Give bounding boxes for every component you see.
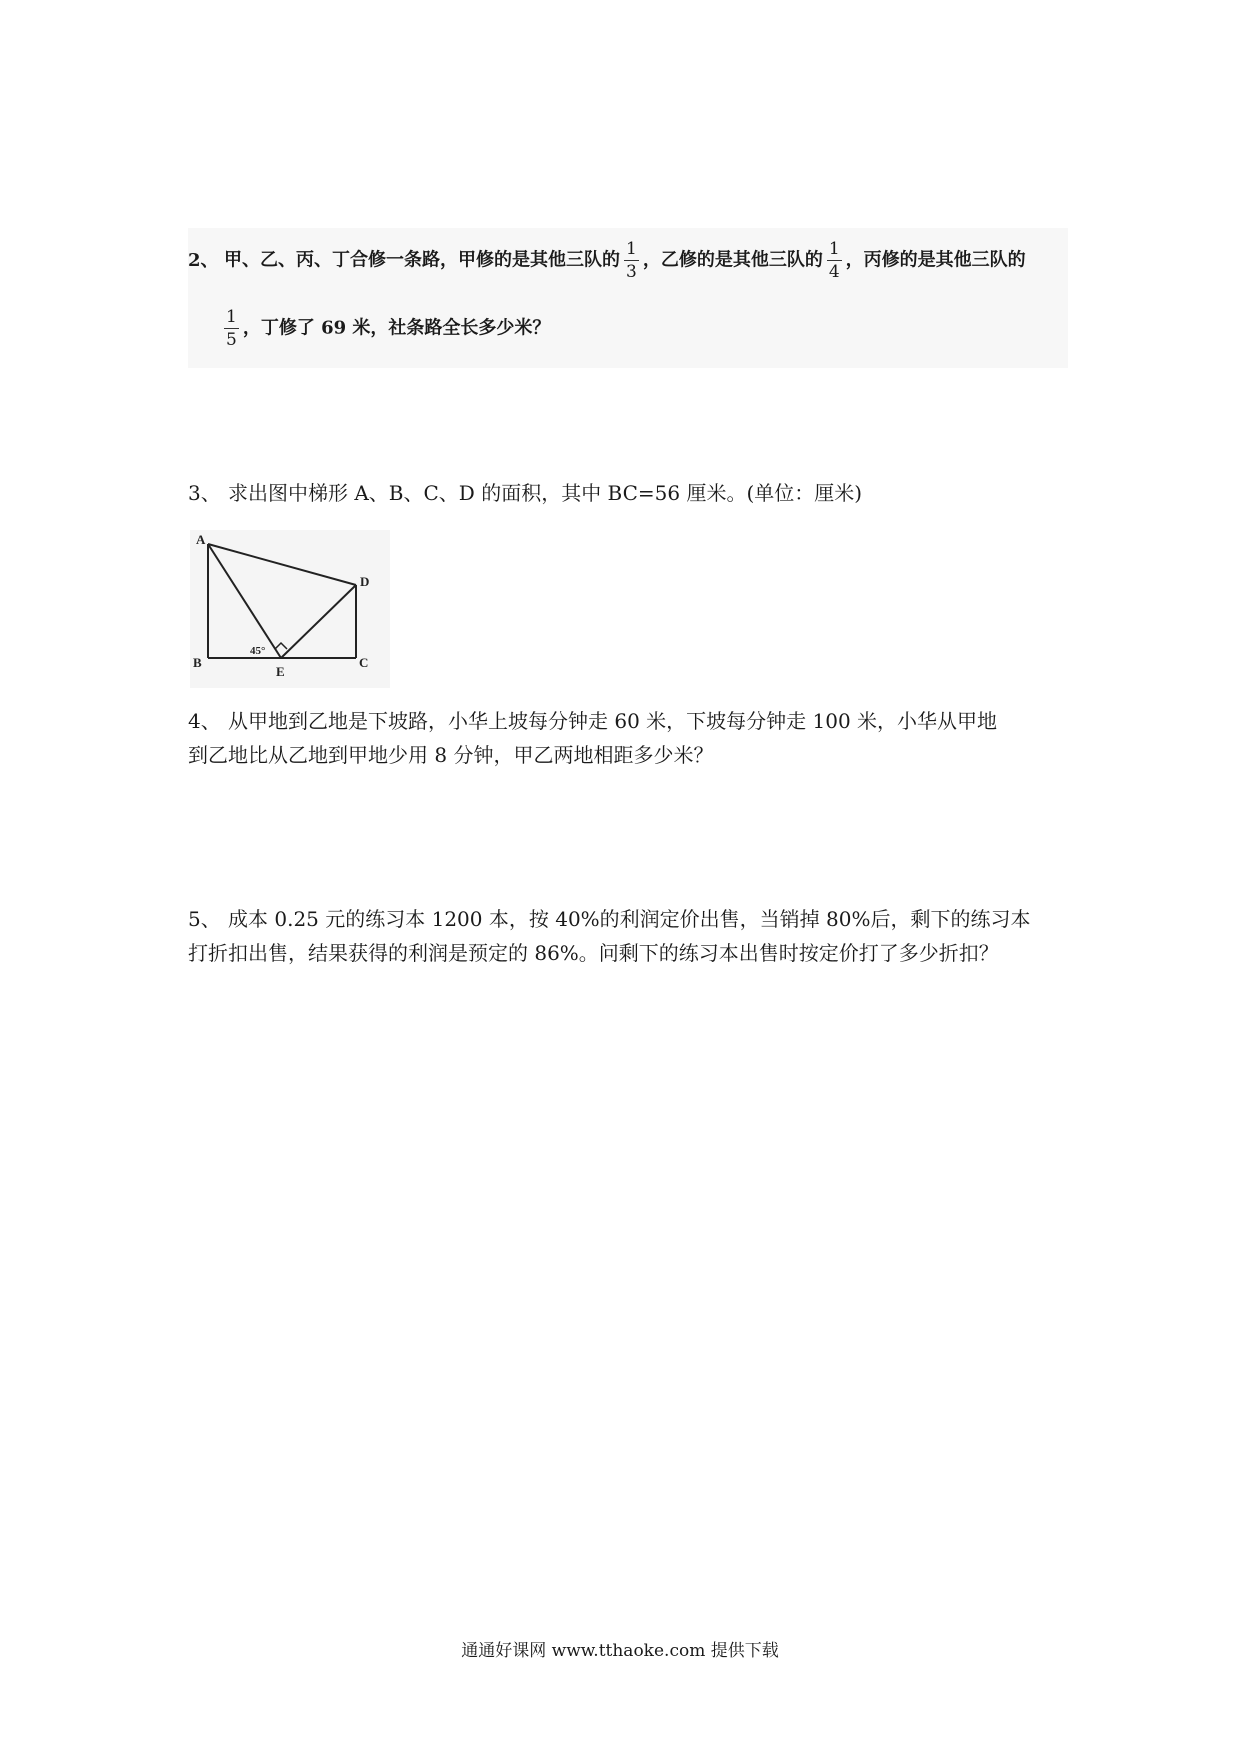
question-2-text-d: ，丁修了 69 米，社条路全长多少米？ [242,317,551,339]
question-2-text-b: ，乙修的是其他三队的 [642,249,823,271]
right-angle-mark [275,643,287,649]
question-2-text-a: 甲、乙、丙、丁合修一条路，甲修的是其他三队的 [224,249,620,271]
segment-de [281,585,356,658]
fraction-numerator: 1 [226,307,237,327]
question-5-text-1: 成本 0.25 元的练习本 1200 本，按 40%的利润定价出售，当销掉 80%后，剩下的练习本 [228,907,1031,931]
fraction-numerator: 1 [626,239,637,259]
label-c: C [359,655,369,670]
fraction-numerator: 1 [828,239,840,259]
question-5-number: 5、 [188,907,221,931]
question-4-text-1: 从甲地到乙地是下坡路，小华上坡每分钟走 60 米，下坡每分钟走 100 米，小华从甲地 [228,709,998,733]
label-b: B [193,655,202,670]
fraction-denominator: 5 [226,330,237,350]
question-3 [188,476,862,510]
question-3-number: 3、 [188,481,221,505]
label-e: E [276,664,285,679]
question-4-number: 4、 [188,709,221,733]
question-2-text-c: ，丙修的是其他三队的 [845,249,1026,271]
trapezoid-diagram [190,530,390,688]
question-4 [188,704,997,772]
question-4-line-2: 到乙地比从乙地到甲地少用 8 分钟，甲乙两地相距多少米？ [188,743,714,767]
question-3-text: 求出图中梯形 A、B、C、D 的面积，其中 BC=56 厘米。(单位：厘米) [228,481,863,505]
angle-label: 45° [250,645,266,657]
fraction-one-quarter [827,238,842,283]
question-2-line-2 [224,306,550,351]
question-2 [188,228,1068,368]
fraction-denominator: 4 [828,262,840,282]
page-footer: 通通好课网 www.tthaoke.com 提供下载 [461,1641,779,1661]
question-5-line-2: 打折扣出售，结果获得的利润是预定的 86%。问剩下的练习本出售时按定价打了多少折扣？ [188,941,999,965]
question-5-line-1 [188,902,1030,936]
fraction-one-fifth [224,306,239,351]
question-2-number: 2、 [188,249,219,271]
label-a: A [196,532,206,547]
fraction-one-third [624,238,639,283]
label-d: D [360,574,370,589]
question-4-line-1 [188,704,997,738]
trapezoid-figure [190,530,390,688]
question-5 [188,902,1030,970]
fraction-denominator: 3 [626,262,637,282]
question-2-line-1 [188,238,1026,283]
